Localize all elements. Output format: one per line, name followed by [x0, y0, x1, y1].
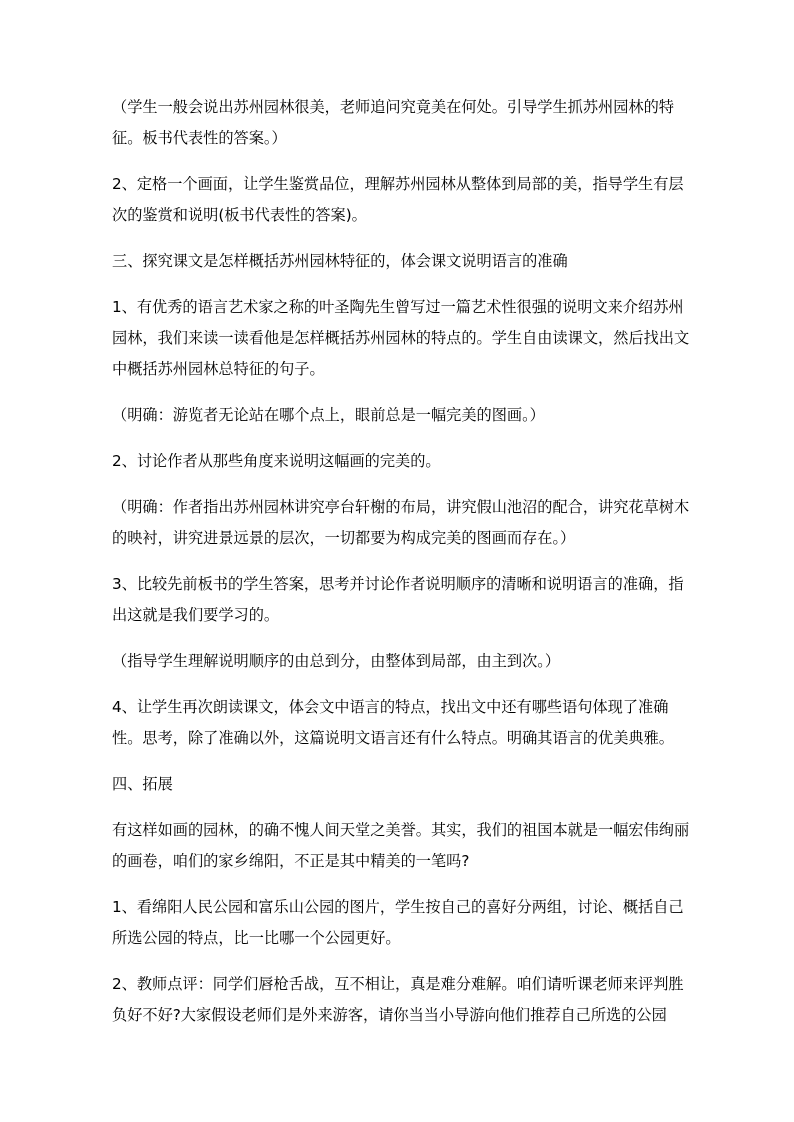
paragraph-9: （指导学生理解说明顺序的由总到分，由整体到局部，由主到次。）	[112, 652, 561, 670]
paragraph-2: 2、定格一个画面，让学生鉴赏品位，理解苏州园林从整体到局部的美，指导学生有层次的鉴赏和说明(板书代表性的答案)。	[112, 175, 684, 224]
document-body	[112, 92, 690, 1046]
section-heading-4: 四、拓展	[112, 775, 173, 793]
paragraph-10: 4、让学生再次朗读课文，体会文中语言的特点，找出文中还有哪些语句体现了准确性。思考，除了准确以外，这篇说明文语言还有什么特点。明确其语言的优美典雅。	[112, 698, 674, 747]
paragraph-6: 2、讨论作者从那些角度来说明这幅画的完美的。	[112, 452, 441, 470]
paragraph-12: 有这样如画的园林，的确不愧人间天堂之美誉。其实，我们的祖国本就是一幅宏伟绚丽的画卷，咱们的家乡绵阳，不正是其中精美的一笔吗?	[112, 821, 690, 870]
paragraph-1: （学生一般会说出苏州园林很美，老师追问究竟美在何处。引导学生抓苏州园林的特征。板书代表性的答案。）	[112, 98, 674, 147]
section-heading-3: 三、探究课文是怎样概括苏州园林特征的，体会课文说明语言的准确	[112, 252, 568, 270]
paragraph-14: 2、教师点评：同学们唇枪舌战，互不相让，真是难分难解。咱们请听课老师来评判胜负好不好?大家假设老师们是外来游客，请你当当小导游向他们推荐自己所选的公园	[112, 975, 684, 1024]
paragraph-7: （明确：作者指出苏州园林讲究亭台轩榭的布局，讲究假山池沼的配合，讲究花草树木的映衬，讲究进景远景的层次，一切都要为构成完美的图画而存在。）	[112, 498, 690, 547]
paragraph-8: 3、比较先前板书的学生答案，思考并讨论作者说明顺序的清晰和说明语言的准确，指出这就是我们要学习的。	[112, 575, 684, 624]
paragraph-4: 1、有优秀的语言艺术家之称的叶圣陶先生曾写过一篇艺术性很强的说明文来介绍苏州园林，我们来读一读看他是怎样概括苏州园林的特点的。学生自由读课文，然后找出文中概括苏州园林总特征的句子。	[112, 298, 690, 378]
paragraph-13: 1、看绵阳人民公园和富乐山公园的图片，学生按自己的喜好分两组，讨论、概括自己所选公园的特点，比一比哪一个公园更好。	[112, 898, 684, 947]
paragraph-5: （明确：游览者无论站在哪个点上，眼前总是一幅完美的图画。）	[112, 406, 545, 424]
